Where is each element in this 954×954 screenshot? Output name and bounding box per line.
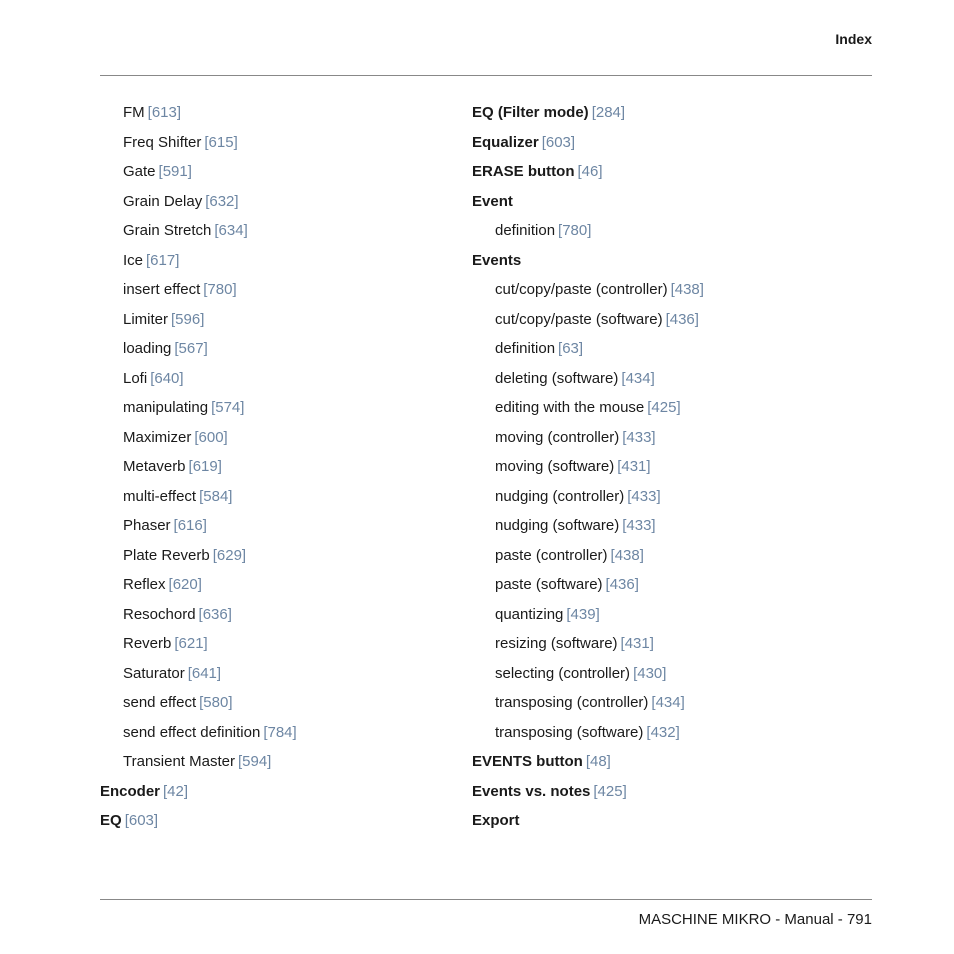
index-entry: [472, 750, 832, 780]
index-entry: [472, 780, 832, 810]
index-entry: [100, 691, 460, 721]
index-term: transposing (software): [495, 723, 644, 741]
index-term: Encoder: [100, 782, 161, 800]
page-reference-link[interactable]: [616]: [173, 517, 207, 534]
index-term: quantizing: [495, 605, 564, 623]
page-reference-link[interactable]: [617]: [146, 251, 180, 269]
page-reference-link[interactable]: [46]: [577, 163, 603, 180]
page-reference-link[interactable]: [284]: [591, 104, 626, 121]
index-entry: [472, 573, 832, 603]
index-term: Reverb: [123, 635, 172, 652]
index-term: Grain Delay: [123, 192, 203, 210]
index-term: Reflex: [123, 576, 166, 593]
index-term: moving (software): [495, 458, 615, 475]
footer-rule: [100, 899, 872, 900]
index-entry: [472, 455, 832, 485]
page-reference-link[interactable]: [48]: [585, 753, 611, 770]
page-reference-link[interactable]: [433]: [622, 517, 656, 534]
index-entry: [100, 809, 460, 839]
header-rule: [100, 75, 872, 76]
index-entry: [100, 219, 460, 249]
page-reference-link[interactable]: [603]: [124, 812, 159, 829]
index-term: send effect definition: [123, 723, 261, 741]
page-reference-link[interactable]: [634]: [214, 222, 248, 239]
index-entry: [100, 396, 460, 426]
index-term: manipulating: [123, 399, 209, 416]
index-entry: [472, 190, 832, 220]
index-entry: [472, 249, 832, 279]
index-term: Lofi: [123, 369, 148, 387]
index-term: loading: [123, 340, 172, 357]
index-entry: [100, 721, 460, 751]
index-term: Grain Stretch: [123, 222, 212, 239]
page-reference-link[interactable]: [613]: [147, 104, 182, 121]
page-reference-link[interactable]: [425]: [593, 782, 627, 800]
index-column-right: [472, 101, 832, 839]
index-term: Plate Reverb: [123, 546, 210, 564]
index-entry: [100, 278, 460, 308]
index-term: multi-effect: [123, 487, 197, 505]
page-reference-link[interactable]: [438]: [670, 281, 704, 298]
page-reference-link[interactable]: [431]: [617, 458, 651, 475]
index-entry: [100, 367, 460, 397]
index-entry: [100, 455, 460, 485]
index-term: Limiter: [123, 310, 169, 328]
index-term: Gate: [123, 163, 156, 180]
index-entry: [100, 780, 460, 810]
index-entry: [472, 514, 832, 544]
index-entry: [100, 308, 460, 338]
index-term: Phaser: [123, 517, 171, 534]
index-term: Events: [472, 251, 522, 269]
index-term: deleting (software): [495, 369, 619, 387]
page-reference-link[interactable]: [436]: [605, 576, 639, 593]
index-entry: [472, 160, 832, 190]
index-entry: [100, 160, 460, 190]
index-entry: [472, 219, 832, 249]
index-entry: [472, 101, 832, 131]
index-term: moving (controller): [495, 428, 620, 446]
page-reference-link[interactable]: [567]: [174, 340, 208, 357]
index-term: transposing (controller): [495, 694, 649, 711]
page-reference-link[interactable]: [432]: [646, 723, 680, 741]
page-reference-link[interactable]: [594]: [237, 753, 272, 770]
index-entry: [100, 603, 460, 633]
page-reference-link[interactable]: [632]: [205, 192, 239, 210]
index-entry: [100, 101, 460, 131]
page-reference-link[interactable]: [438]: [610, 546, 644, 564]
page-reference-link[interactable]: [641]: [187, 664, 222, 682]
index-term: nudging (software): [495, 517, 620, 534]
index-entry: [472, 544, 832, 574]
index-term: EVENTS button: [472, 753, 583, 770]
page-reference-link[interactable]: [439]: [566, 605, 600, 623]
index-entry: [472, 809, 832, 839]
page-reference-link[interactable]: [584]: [199, 487, 233, 505]
index-term: FM: [123, 104, 145, 121]
index-entry: [100, 131, 460, 161]
index-term: EQ: [100, 812, 122, 829]
page-reference-link[interactable]: [596]: [171, 310, 205, 328]
index-entry: [472, 131, 832, 161]
page-reference-link[interactable]: [780]: [203, 281, 237, 298]
page-reference-link[interactable]: [574]: [211, 399, 245, 416]
page-reference-link[interactable]: [619]: [188, 458, 222, 475]
index-term: nudging (controller): [495, 487, 625, 505]
page-reference-link[interactable]: [615]: [204, 133, 238, 151]
index-term: selecting (controller): [495, 664, 631, 682]
running-header: Index: [835, 31, 872, 47]
page-footer: MASCHINE MIKRO - Manual - 791: [638, 911, 872, 928]
index-term: definition: [495, 340, 556, 357]
index-term: resizing (software): [495, 635, 618, 652]
index-term: Export: [472, 812, 520, 829]
index-entry: [472, 632, 832, 662]
index-entry: [472, 485, 832, 515]
index-entry: [472, 367, 832, 397]
index-entry: [472, 278, 832, 308]
page-reference-link[interactable]: [620]: [168, 576, 202, 593]
page-reference-link[interactable]: [42]: [163, 782, 189, 800]
index-term: editing with the mouse: [495, 399, 645, 416]
page-reference-link[interactable]: [63]: [558, 340, 584, 357]
index-term: EQ (Filter mode): [472, 104, 589, 121]
index-term: ERASE button: [472, 163, 575, 180]
page-reference-link[interactable]: [636]: [198, 605, 232, 623]
index-entry: [100, 544, 460, 574]
index-term: Saturator: [123, 664, 185, 682]
index-term: send effect: [123, 694, 197, 711]
index-term: Equalizer: [472, 133, 539, 151]
page-reference-link[interactable]: [436]: [665, 310, 699, 328]
page-reference-link[interactable]: [433]: [622, 428, 656, 446]
index-term: Resochord: [123, 605, 196, 623]
index-entry: [100, 426, 460, 456]
page-reference-link[interactable]: [784]: [263, 723, 297, 741]
index-entry: [100, 632, 460, 662]
page-reference-link[interactable]: [425]: [647, 399, 681, 416]
index-entry: [100, 514, 460, 544]
index-entry: [472, 396, 832, 426]
index-term: Maximizer: [123, 428, 192, 446]
index-term: Transient Master: [123, 753, 235, 770]
index-term: cut/copy/paste (controller): [495, 281, 668, 298]
index-entry: [100, 249, 460, 279]
page-reference-link[interactable]: [600]: [194, 428, 228, 446]
index-entry: [472, 308, 832, 338]
index-term: Ice: [123, 251, 144, 269]
page-reference-link[interactable]: [434]: [621, 369, 655, 387]
page-reference-link[interactable]: [580]: [199, 694, 233, 711]
page-reference-link[interactable]: [621]: [174, 635, 208, 652]
index-term: paste (controller): [495, 546, 608, 564]
index-entry: [472, 337, 832, 367]
index-entry: [100, 750, 460, 780]
index-term: definition: [495, 222, 556, 239]
index-column-left: [100, 101, 460, 839]
page-reference-link[interactable]: [430]: [633, 664, 667, 682]
index-term: insert effect: [123, 281, 201, 298]
page-reference-link[interactable]: [431]: [620, 635, 654, 652]
index-entry: [100, 485, 460, 515]
index-entry: [100, 337, 460, 367]
index-term: Metaverb: [123, 458, 186, 475]
index-entry: [472, 426, 832, 456]
index-term: paste (software): [495, 576, 603, 593]
index-entry: [100, 190, 460, 220]
index-term: cut/copy/paste (software): [495, 310, 663, 328]
index-term: Events vs. notes: [472, 782, 591, 800]
index-entry: [472, 603, 832, 633]
index-term: Freq Shifter: [123, 133, 202, 151]
page-reference-link[interactable]: [780]: [558, 222, 592, 239]
index-entry: [100, 573, 460, 603]
index-entry: [472, 662, 832, 692]
index-entry: [100, 662, 460, 692]
page-reference-link[interactable]: [603]: [541, 133, 576, 151]
page-reference-link[interactable]: [434]: [651, 694, 685, 711]
index-entry: [472, 691, 832, 721]
page-reference-link[interactable]: [640]: [150, 369, 184, 387]
page-reference-link[interactable]: [629]: [212, 546, 247, 564]
page-reference-link[interactable]: [591]: [158, 163, 192, 180]
page-reference-link[interactable]: [433]: [627, 487, 661, 505]
index-entry: [472, 721, 832, 751]
index-term: Event: [472, 192, 513, 210]
